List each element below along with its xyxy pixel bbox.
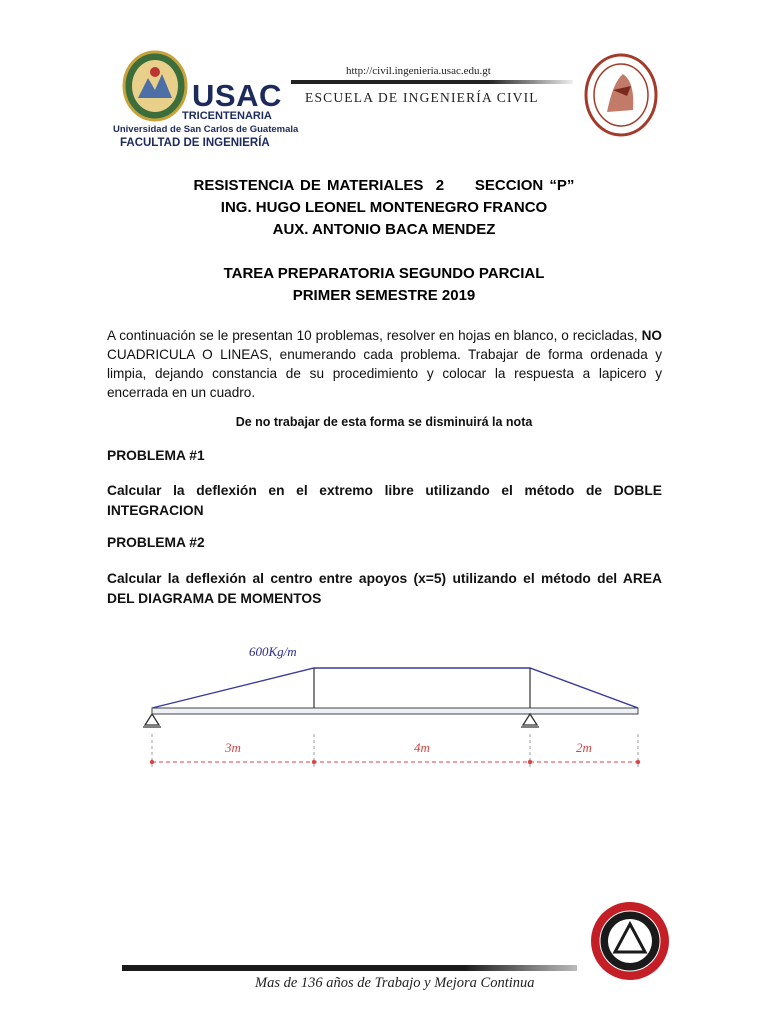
semester-title: PRIMER SEMESTRE 2019 (292, 287, 476, 304)
problem-1-text: Calcular la deflexión en el extremo libre utilizando el método de DOBLE INTEGRACION (107, 483, 662, 518)
engineering-seal-logo (583, 52, 659, 138)
beam-diagram (130, 636, 650, 776)
footer-rule (122, 965, 577, 971)
dimension-dot (312, 760, 316, 764)
dimension-label: 2m (576, 740, 592, 755)
dimension-label: 4m (414, 740, 430, 755)
instructions-bold-no: NO (641, 328, 662, 343)
assignment-title: TAREA PREPARATORIA SEGUNDO PARCIAL (223, 265, 545, 282)
school-name: ESCUELA DE INGENIERÍA CIVIL (305, 90, 539, 105)
professor-name: ING. HUGO LEONEL MONTENEGRO FRANCO (220, 199, 548, 216)
header-rule (291, 80, 573, 84)
instructions-text-1: A continuación se le presentan 10 problemas, resolver en hojas en blanco, o recicladas, (107, 328, 642, 343)
distributed-load (152, 668, 638, 708)
grading-note: De no trabajar de esta forma se disminuirá la nota (235, 415, 533, 429)
pin-support-icon (145, 714, 159, 725)
footer-motto: Mas de 136 años de Trabajo y Mejora Continua (255, 975, 535, 991)
instructions-text-2: CUADRICULA O LINEAS, enumerando cada problema. Trabajar de forma ordenada y limpia, dejando constancia de su procedimiento y colocar la respuesta a lapicero y encerrada en un cuadro. (107, 347, 662, 400)
accreditation-stamp (589, 900, 671, 982)
school-url: http://civil.ingenieria.usac.edu.gt (346, 65, 491, 77)
problem-2-text: Calcular la deflexión al centro entre apoyos (x=5) utilizando el método del AREA DEL DIAGRAMA DE MOMENTOS (107, 571, 662, 606)
usac-wordmark: USAC (192, 78, 282, 113)
beam (143, 708, 638, 727)
usac-seal-logo (122, 50, 188, 122)
pin-support-icon (523, 714, 537, 725)
dimension-dot (528, 760, 532, 764)
dimension-line (150, 734, 640, 770)
dimension-dot (150, 760, 154, 764)
university-name: Universidad de San Carlos de Guatemala (113, 124, 299, 135)
dimension-dot (636, 760, 640, 764)
dimension-label: 3m (225, 740, 241, 755)
problem-2-heading: PROBLEMA #2 (107, 535, 205, 550)
faculty-name: FACULTAD DE INGENIERÍA (120, 137, 270, 149)
load-outline (152, 668, 638, 708)
beam-body (152, 708, 638, 714)
tricentenaria-label: TRICENTENARIA (182, 110, 272, 122)
problem-1-heading: PROBLEMA #1 (107, 448, 205, 463)
instructions-paragraph (107, 326, 662, 402)
load-label: 600Kg/m (249, 644, 297, 659)
course-title: RESISTENCIA DE MATERIALES 2 SECCION “P” (193, 177, 575, 194)
assistant-name: AUX. ANTONIO BACA MENDEZ (272, 221, 496, 238)
